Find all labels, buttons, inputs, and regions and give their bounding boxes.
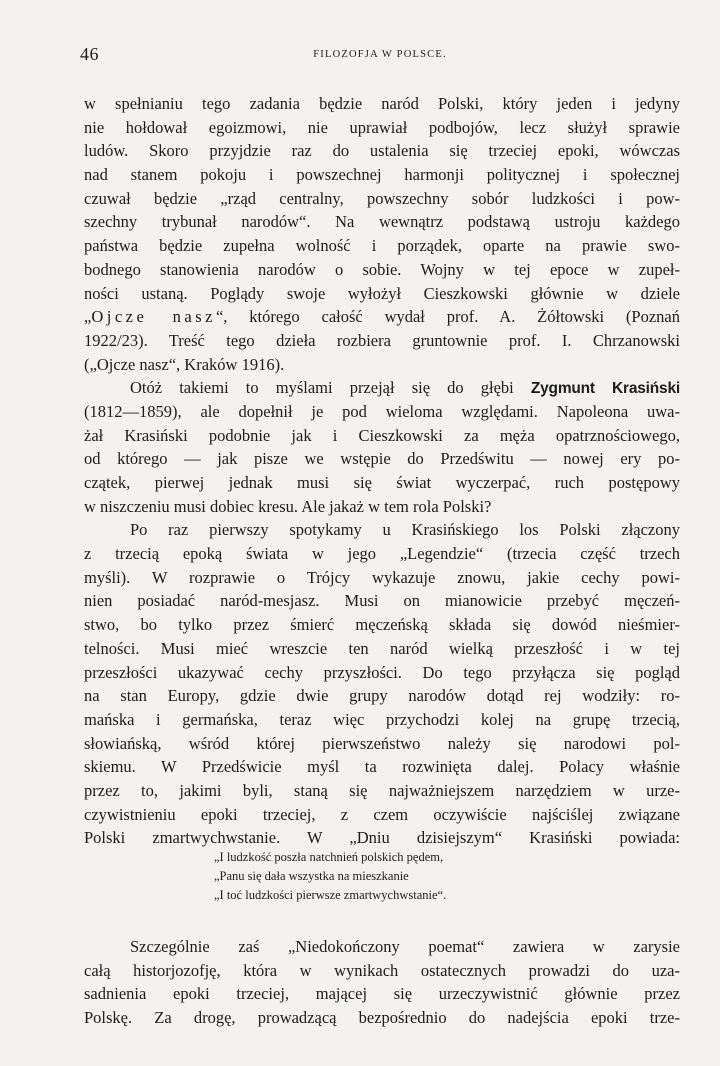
text-line: żał Krasiński podobnie jak i Cieszkowski za męża opatrznościowego, — [84, 425, 680, 445]
text-line: telności. Musi mieć wreszcie ten naród wielką przeszłość i w tej — [84, 638, 680, 658]
text-line: sadnienia epoki trzeciej, mającej się urzeczywistnić głównie przez — [84, 984, 680, 1004]
text-line: nie hołdował egoizmowi, nie uprawiał podbojów, lecz służył sprawie — [84, 117, 680, 137]
text-run: Otóż takiemi to myślami przejął się do głębi — [130, 378, 531, 398]
text-line: przeszłości ukazywać cechy przyszłości. Do tego przyłącza się pogląd — [84, 662, 680, 682]
text-line: stwo, bo tylko przez śmierć męczeńską składa się dowód nieśmier- — [84, 615, 680, 635]
text-line: całą historjozofję, która w wynikach ostatecznych prowadzi do uza- — [84, 960, 680, 980]
text-line: na stan Europy, gdzie dwie grupy narodów dotąd rej wodziły: ro- — [84, 686, 680, 706]
text-line: („Ojcze nasz“, Kraków 1916). — [84, 354, 285, 374]
text-line: ludów. Skoro przyjdzie raz do ustalenia się trzeciej epoki, wówczas — [84, 141, 680, 161]
text-line: z trzecią epoką świata w jego „Legendzie“ (trzecia część trzech — [84, 544, 680, 564]
spaced-work-title: Ojcze nasz — [91, 307, 216, 327]
body-text — [84, 92, 680, 850]
text-line: bodnego stanowienia narodów o sobie. Wojny w tej epoce w zupeł- — [84, 259, 680, 279]
text-line: skiemu. W Przedświcie myśl ta rozwinięta dalej. Polacy właśnie — [84, 757, 680, 777]
text-line: Polskę. Za drogę, prowadzącą bezpośrednio do nadejścia epoki trze- — [84, 1008, 680, 1028]
text-line — [84, 305, 680, 329]
page-header — [80, 44, 680, 68]
verse-quote — [214, 848, 574, 905]
text-run: “, którego całość wydał prof. A. Żółtowski (Poznań — [215, 307, 680, 327]
verse-line: „I toć ludzkości pierwsze zmartwychwstanie“. — [214, 888, 447, 902]
text-line: czątek, pierwej jednak musi się świat wyczerpać, ruch postępowy — [84, 473, 680, 492]
text-line: w spełnianiu tego zadania będzie naród Polski, który jeden i jedyny — [84, 94, 680, 113]
text-line — [84, 376, 680, 400]
body-text-continued — [84, 935, 680, 1030]
text-line: ności ustaną. Poglądy swoje wyłożył Cieszkowski głównie w dziele — [84, 283, 680, 303]
text-line: w niszczeniu musi dobiec kresu. Ale jakaż w tem rola Polski? — [84, 496, 492, 516]
text-line: (1812—1859), ale dopełnił je pod wieloma względami. Napoleona uwa- — [84, 401, 680, 421]
text-line: Polski zmartwychwstanie. W „Dniu dzisiejszym“ Krasiński powiada: — [84, 828, 680, 848]
text-line: nien posiadać naród-mesjasz. Musi on mianowicie przebyć męczeń- — [84, 591, 680, 611]
verse-line: „I ludzkość poszła natchnień polskich pędem, — [214, 850, 444, 864]
text-line: czywistnieniu epoki trzeciej, z czem oczywiście najściślej związane — [84, 804, 680, 824]
text-line: od którego — jak pisze we wstępie do Przedświtu — nowej ery po- — [84, 449, 680, 469]
text-line: Szczególnie zaś „Niedokończony poemat“ zawiera w zarysie — [130, 937, 680, 956]
text-line: państwa będzie zupełna wolność i porządek, oparte na prawie swo- — [84, 236, 680, 256]
text-line: myśli). W rozprawie o Trójcy wykazuje znowu, jakie cechy powi- — [84, 567, 680, 587]
bold-name: Zygmunt Krasiński — [530, 380, 680, 398]
text-line: mańska i germańska, teraz więc przychodzi kolej na grupę trzecią, — [84, 709, 680, 729]
verse-line: „Panu się dała wszystka na mieszkanie — [214, 869, 409, 883]
running-title: FILOZOFJA W POLSCE. — [313, 49, 447, 60]
text-line: słowiańską, wśród której pierwszeństwo należy się narodowi pol- — [84, 733, 680, 753]
text-line: nad stanem pokoju i powszechnej harmonji politycznej i społecznej — [84, 165, 680, 185]
page-number: 46 — [80, 44, 99, 64]
text-line: Po raz pierwszy spotykamy u Krasińskiego los Polski złączony — [130, 520, 680, 540]
text-line: przez to, jakimi byli, staną się najważniejszem narzędziem w urze- — [84, 780, 680, 800]
text-line: 1922/23). Treść tego dzieła rozbiera gruntownie prof. I. Chrzanowski — [84, 330, 680, 350]
text-line: szechny trybunał narodów“. Na wewnątrz podstawą ustroju każdego — [84, 212, 680, 232]
quote-mark: „ — [84, 307, 92, 327]
text-line: czuwał będzie „rząd centralny, powszechny sobór ludzkości i pow- — [84, 188, 680, 208]
